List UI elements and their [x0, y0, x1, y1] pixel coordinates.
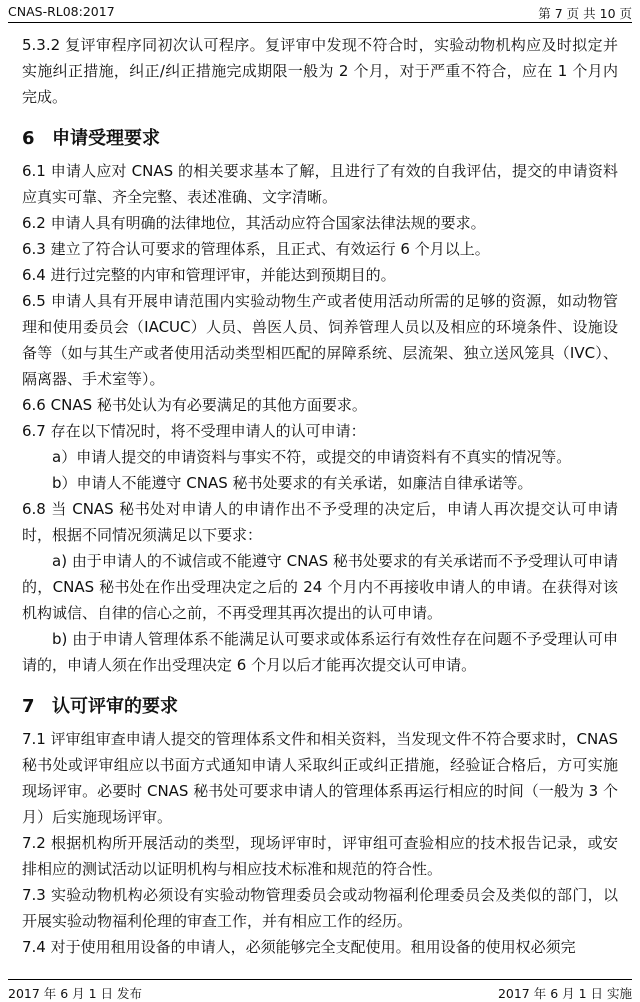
clause-6-5: 6.5 申请人具有开展申请范围内实验动物生产或者使用活动所需的足够的资源，如动物管理和使用委员会（IACUC）人员、兽医人员、饲养管理人员以及相应的环境条件、设施设备等（如与其生产或者使用活动类型相匹配的屏障系统、层流架、独立送风笼具（IVC）、隔离器、手术室等）。 [22, 292, 618, 388]
section-7-number: 7 [22, 696, 35, 717]
clause-6-1: 6.1 申请人应对 CNAS 的相关要求基本了解，且进行了有效的自我评估，提交的申请资料应真实可靠、齐全完整、表述准确、文字清晰。 [22, 162, 618, 206]
clause-6-8-a: a) 由于申请人的不诚信或不能遵守 CNAS 秘书处要求的有关承诺而不予受理认可申请的，CNAS 秘书处在作出受理决定之后的 24 个月内不再接收申请人的申请。在获得对该机构诚信、自律的信心之前，不再受理其再次提出的认可申请。 [22, 552, 618, 622]
effective-date: 2017 年 6 月 1 日 实施 [497, 986, 632, 1001]
section-6-title: 申请受理要求 [52, 128, 160, 149]
section-6-number: 6 [22, 128, 35, 149]
clause-6-7-a: a）申请人提交的申请资料与事实不符，或提交的申请资料有不真实的情况等。 [52, 448, 572, 466]
page-footer [8, 979, 632, 1002]
issue-date: 2017 年 6 月 1 日 发布 [8, 986, 143, 1001]
section-7-title: 认可评审的要求 [52, 696, 178, 717]
clause-7-2: 7.2 根据机构所开展活动的类型，现场评审时，评审组可查验相应的技术报告记录，或安排相应的测试活动以证明机构与相应技术标准和规范的符合性。 [22, 834, 618, 878]
clause-7-3: 7.3 实验动物机构必须设有实验动物管理委员会或动物福利伦理委员会及类似的部门，以开展实验动物福利伦理的审查工作，并有相应工作的经历。 [22, 886, 618, 930]
clause-6-4: 6.4 进行过完整的内审和管理评审，并能达到预期目的。 [22, 266, 396, 284]
clause-5-3-2: 5.3.2 复评审程序同初次认可程序。复评审中发现不符合时，实验动物机构应及时拟定并实施纠正措施，纠正/纠正措施完成期限一般为 2 个月，对于严重不符合，应在 1 个月内完成。 [22, 36, 618, 106]
clause-6-7: 6.7 存在以下情况时，将不受理申请人的认可申请： [22, 422, 366, 440]
clause-6-7-b: b）申请人不能遵守 CNAS 秘书处要求的有关承诺，如廉洁自律承诺等。 [52, 474, 533, 492]
clause-7-1: 7.1 评审组审查申请人提交的管理体系文件和相关资料，当发现文件不符合要求时，CNAS 秘书处或评审组应以书面方式通知申请人采取纠正或纠正措施，经验证合格后，方可实施现场评审。必要时 CNAS 秘书处可要求申请人的管理体系再运行相应的时间（一般为 3 个月）后实施现场评审。 [22, 730, 618, 826]
clause-6-2: 6.2 申请人具有明确的法律地位，其活动应符合国家法律法规的要求。 [22, 214, 486, 232]
page-info: 第 7 页 共 10 页 [538, 6, 632, 21]
page-body [22, 32, 618, 960]
section-6-heading [22, 126, 618, 152]
clause-7-4: 7.4 对于使用租用设备的申请人，必须能够完全支配使用。租用设备的使用权必须完 [22, 938, 576, 956]
clause-6-8: 6.8 当 CNAS 秘书处对申请人的申请作出不予受理的决定后，申请人再次提交认可申请时，根据不同情况须满足以下要求： [22, 500, 618, 544]
section-7-heading [22, 694, 618, 720]
clause-6-3: 6.3 建立了符合认可要求的管理体系，且正式、有效运行 6 个月以上。 [22, 240, 490, 258]
page-header [8, 2, 632, 23]
clause-6-8-b: b) 由于申请人管理体系不能满足认可要求或体系运行有效性存在问题不予受理认可申请的，申请人须在作出受理决定 6 个月以后才能再次提交认可申请。 [22, 630, 618, 674]
doc-code: CNAS-RL08:2017 [8, 4, 115, 19]
clause-6-6: 6.6 CNAS 秘书处认为有必要满足的其他方面要求。 [22, 396, 367, 414]
